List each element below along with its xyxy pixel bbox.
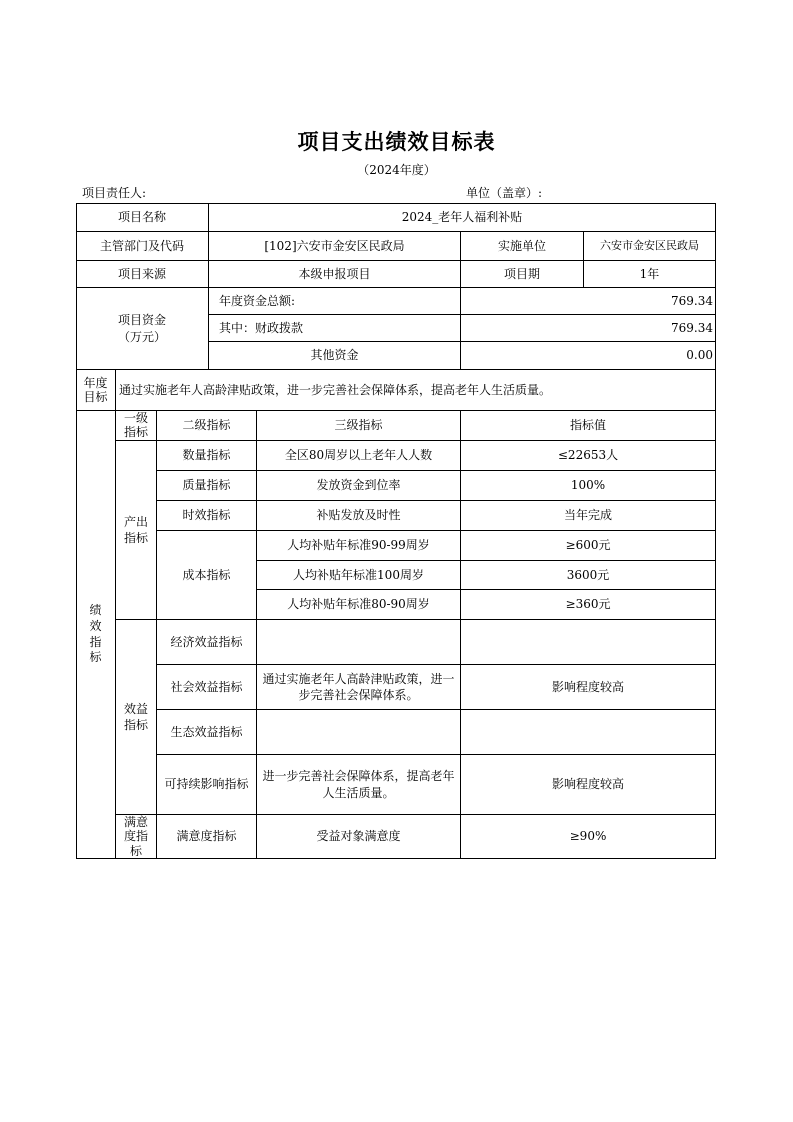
level2-indicator-header: 二级指标 — [157, 411, 257, 441]
quantity-indicator-label: 数量指标 — [157, 441, 257, 471]
page-title: 项目支出绩效目标表 — [297, 130, 496, 154]
other-funds-value: 0.00 — [461, 342, 716, 370]
satisfaction-sub-label: 满意度指标 — [157, 815, 257, 859]
economic-benefit-label: 经济效益指标 — [157, 620, 257, 665]
social-benefit-item: 通过实施老年人高龄津贴政策，进一步完善社会保障体系。 — [257, 665, 461, 710]
economic-benefit-value — [461, 620, 716, 665]
quality-indicator-item: 发放资金到位率 — [257, 471, 461, 501]
project-source-value: 本级申报项目 — [209, 261, 461, 288]
project-period-value: 1年 — [584, 261, 716, 288]
cost-indicator-item: 人均补贴年标准80-90周岁 — [257, 590, 461, 620]
timeliness-indicator-label: 时效指标 — [157, 501, 257, 531]
social-benefit-label: 社会效益指标 — [157, 665, 257, 710]
ecological-benefit-label: 生态效益指标 — [157, 710, 257, 755]
quantity-indicator-value: ≤22653人 — [461, 441, 716, 471]
level1-indicator-header: 一级 指标 — [116, 411, 157, 441]
project-funds-label: 项目资金 （万元） — [76, 288, 209, 370]
cost-indicator-value: ≥360元 — [461, 590, 716, 620]
department-value: [102]六安市金安区民政局 — [209, 232, 461, 261]
annual-goal-text: 通过实施老年人高龄津贴政策，进一步完善社会保障体系，提高老年人生活质量。 — [116, 370, 716, 411]
implementing-unit-value: 六安市金安区民政局 — [584, 232, 716, 261]
satisfaction-indicators-label: 满意 度指 标 — [116, 815, 157, 859]
satisfaction-item: 受益对象满意度 — [257, 815, 461, 859]
cost-indicator-label: 成本指标 — [157, 531, 257, 620]
performance-indicators-label: 绩 效 指 标 — [76, 411, 116, 859]
department-label: 主管部门及代码 — [76, 232, 209, 261]
output-indicators-label: 产出 指标 — [116, 441, 157, 620]
indicator-value-header: 指标值 — [461, 411, 716, 441]
sustainability-label: 可持续影响指标 — [157, 755, 257, 815]
implementing-unit-label: 实施单位 — [461, 232, 584, 261]
annual-goal-label: 年度 目标 — [76, 370, 116, 411]
economic-benefit-item — [257, 620, 461, 665]
timeliness-indicator-value: 当年完成 — [461, 501, 716, 531]
total-funds-label: 年度资金总额: — [209, 288, 461, 315]
level3-indicator-header: 三级指标 — [257, 411, 461, 441]
project-name-label: 项目名称 — [76, 203, 209, 232]
social-benefit-value: 影响程度较高 — [461, 665, 716, 710]
fiscal-funds-value: 769.34 — [461, 315, 716, 342]
satisfaction-value: ≥90% — [461, 815, 716, 859]
sustainability-value: 影响程度较高 — [461, 755, 716, 815]
total-funds-value: 769.34 — [461, 288, 716, 315]
project-name-value: 2024_老年人福利补贴 — [209, 203, 716, 232]
cost-indicator-item: 人均补贴年标准100周岁 — [257, 561, 461, 590]
project-source-label: 项目来源 — [76, 261, 209, 288]
responsible-person-label: 项目责任人: — [82, 186, 147, 200]
year-subtitle: （2024年度） — [357, 163, 436, 177]
quality-indicator-value: 100% — [461, 471, 716, 501]
quantity-indicator-item: 全区80周岁以上老年人人数 — [257, 441, 461, 471]
fiscal-funds-label: 其中：财政拨款 — [209, 315, 461, 342]
ecological-benefit-item — [257, 710, 461, 755]
other-funds-label: 其他资金 — [209, 342, 461, 370]
project-period-label: 项目期 — [461, 261, 584, 288]
cost-indicator-value: 3600元 — [461, 561, 716, 590]
ecological-benefit-value — [461, 710, 716, 755]
cost-indicator-item: 人均补贴年标准90-99周岁 — [257, 531, 461, 561]
unit-seal-label: 单位（盖章）: — [466, 186, 543, 200]
quality-indicator-label: 质量指标 — [157, 471, 257, 501]
sustainability-item: 进一步完善社会保障体系，提高老年人生活质量。 — [257, 755, 461, 815]
benefit-indicators-label: 效益 指标 — [116, 620, 157, 815]
timeliness-indicator-item: 补贴发放及时性 — [257, 501, 461, 531]
cost-indicator-value: ≥600元 — [461, 531, 716, 561]
